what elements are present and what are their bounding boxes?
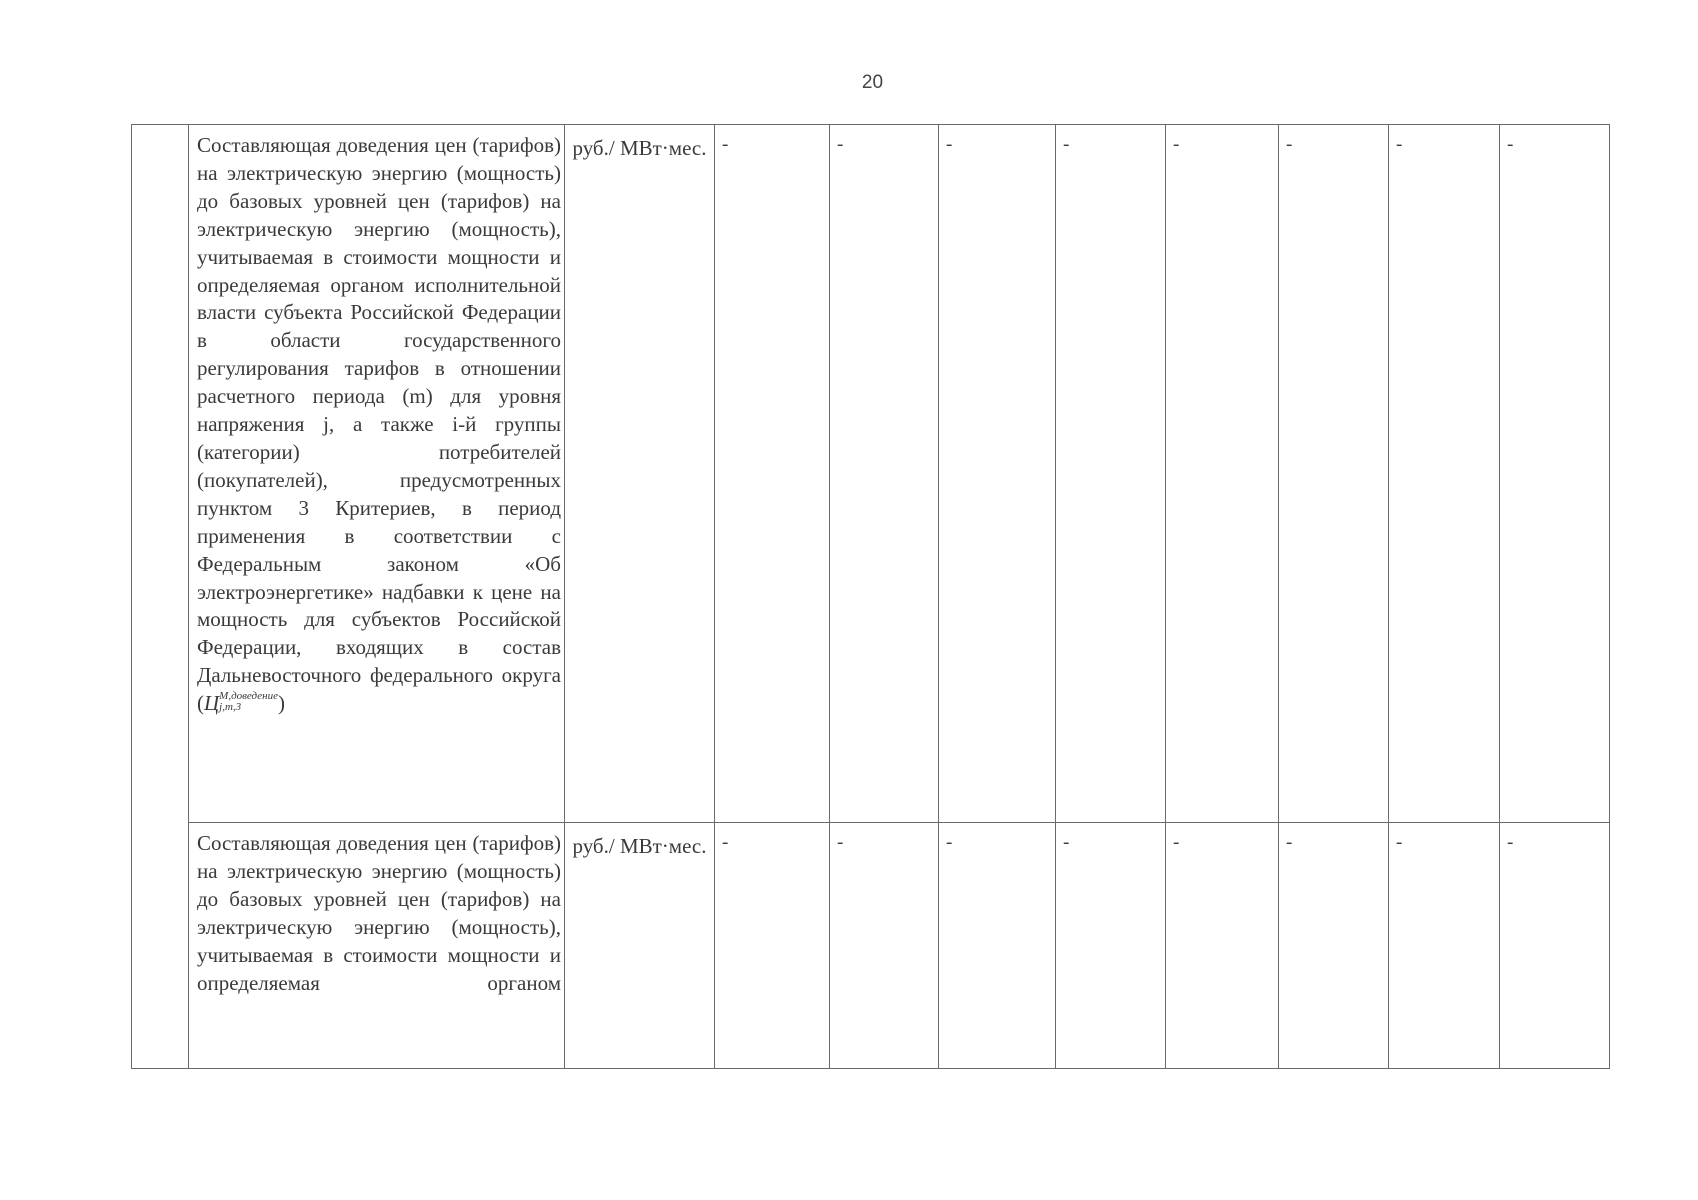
value-cell: - [1279,125,1389,823]
value-cell: - [715,823,830,1069]
tariff-table [131,124,1610,1069]
value-cell: - [1389,823,1500,1069]
value-cell: - [1166,125,1279,823]
unit-cell [565,125,715,823]
unit-label: руб./ МВт·мес. [572,136,707,160]
tariff-formula: Ц M,доведение j,m,3 [204,690,278,716]
value-cell: - [1166,823,1279,1069]
page-number: 20 [861,72,884,93]
description-cell: Составляющая доведения цен (тарифов) на электрическую энергию (мощность) до базовых уровней цен (тарифов) на электрическую энергию (мощность), учитываемая в стоимости мощности и определяемая органом исполнительной власти субъекта Российской Федерации в области государственного регулирования тарифов в отношении расчетного периода (m) для уровня напряжения j, а также i-й группы (категории) потребителей (покупателей), предусмотренных пунктом 3 Критериев, в период применения в соответствии с Федеральным законом «Об электроэнергетике» надбавки к цене на мощность для субъектов Российской Федерации, входящих в состав Дальневосточного федерального округа (Ц M,доведение j,m,3 ) [189,125,565,823]
value-cell: - [939,823,1056,1069]
value-cell: - [715,125,830,823]
unit-label: руб./ МВт·мес. [572,834,707,858]
index-cell [132,125,189,1069]
value-cell: - [1279,823,1389,1069]
value-cell: - [1056,823,1166,1069]
description-cell [189,823,565,1069]
unit-cell [565,823,715,1069]
value-cell: - [1500,823,1610,1069]
value-cell: - [1500,125,1610,823]
value-cell: - [830,125,939,823]
value-cell: - [939,125,1056,823]
table-row [132,125,1610,823]
value-cell: - [830,823,939,1069]
row-description: Составляющая доведения цен (тарифов) на электрическую энергию (мощность) до базовых уровней цен (тарифов) на электрическую энергию (мощность), учитываемая в стоимости мощности и определяемая органом исполнительной власти субъекта Российской Федерации в области государственного регулирования тарифов в отношении расчетного периода (m) для уровня напряжения j, а также i-й группы (категории) потребителей (покупателей), предусмотренных пунктом 3 Критериев, в период применения в соответствии с Федеральным законом «Об электроэнергетике» надбавки к цене на мощность для субъектов Российской Федерации, входящих в состав Дальневосточного федерального округа ( [197,133,561,716]
value-cell: - [1056,125,1166,823]
value-cell: - [1389,125,1500,823]
table-row [132,823,1610,1069]
row-description: Составляющая доведения цен (тарифов) на электрическую энергию (мощность) до базовых уровней цен (тарифов) на электрическую энергию (мощность), учитываемая в стоимости мощности и определяемая органом [197,831,561,995]
